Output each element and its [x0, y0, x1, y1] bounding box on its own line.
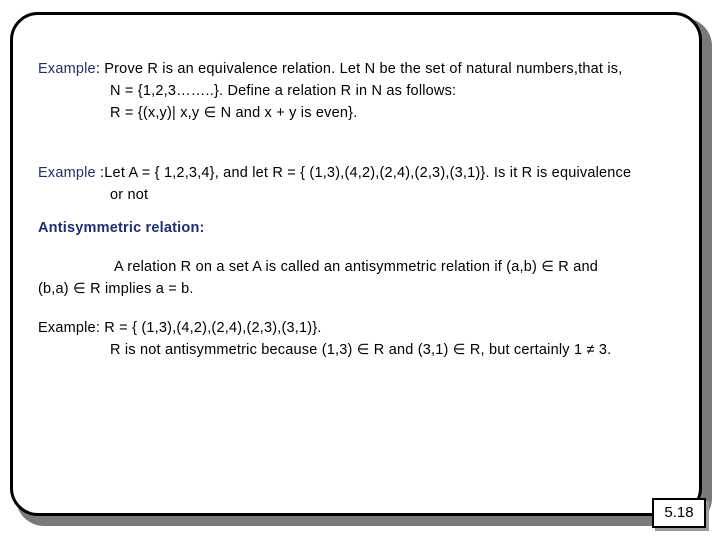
example2-line2: or not [110, 187, 149, 203]
example3-line1: Example: R = { (1,3),(4,2),(2,4),(2,3),(3,1)}. [38, 320, 322, 336]
spacer [38, 206, 698, 217]
antisymmetric-definition-line1: A relation R on a set A is called an antisymmetric relation if (a,b) ∈ R and [114, 259, 598, 275]
example1-text: : Prove R is an equivalence relation. Let N be the set of natural numbers,that is, [95, 61, 623, 77]
example1-line1 [38, 58, 698, 80]
spacer [38, 124, 698, 162]
spacer [38, 239, 698, 256]
spacer [38, 300, 698, 317]
example1-label: Example [38, 61, 96, 77]
antisymmetric-heading: Antisymmetric relation: [38, 220, 205, 236]
example1-line3: R = {(x,y)| x,y ∈ N and x + y is even}. [110, 105, 358, 121]
example3-line2: R is not antisymmetric because (1,3) ∈ R and (3,1) ∈ R, but certainly 1 ≠ 3. [110, 342, 612, 358]
example2-text: :Let A = { 1,2,3,4}, and let R = { (1,3),(4,2),(2,4),(2,3),(3,1)}. Is it R is equivalence [95, 165, 632, 181]
example1-line2: N = {1,2,3……..}. Define a relation R in N as follows: [110, 83, 457, 99]
slide-content [38, 58, 698, 361]
example2-label: Example [38, 165, 96, 181]
example2-line1 [38, 162, 698, 184]
antisymmetric-definition-line2: (b,a) ∈ R implies a = b. [38, 281, 194, 297]
page-number-box: 5.18 [652, 498, 706, 528]
